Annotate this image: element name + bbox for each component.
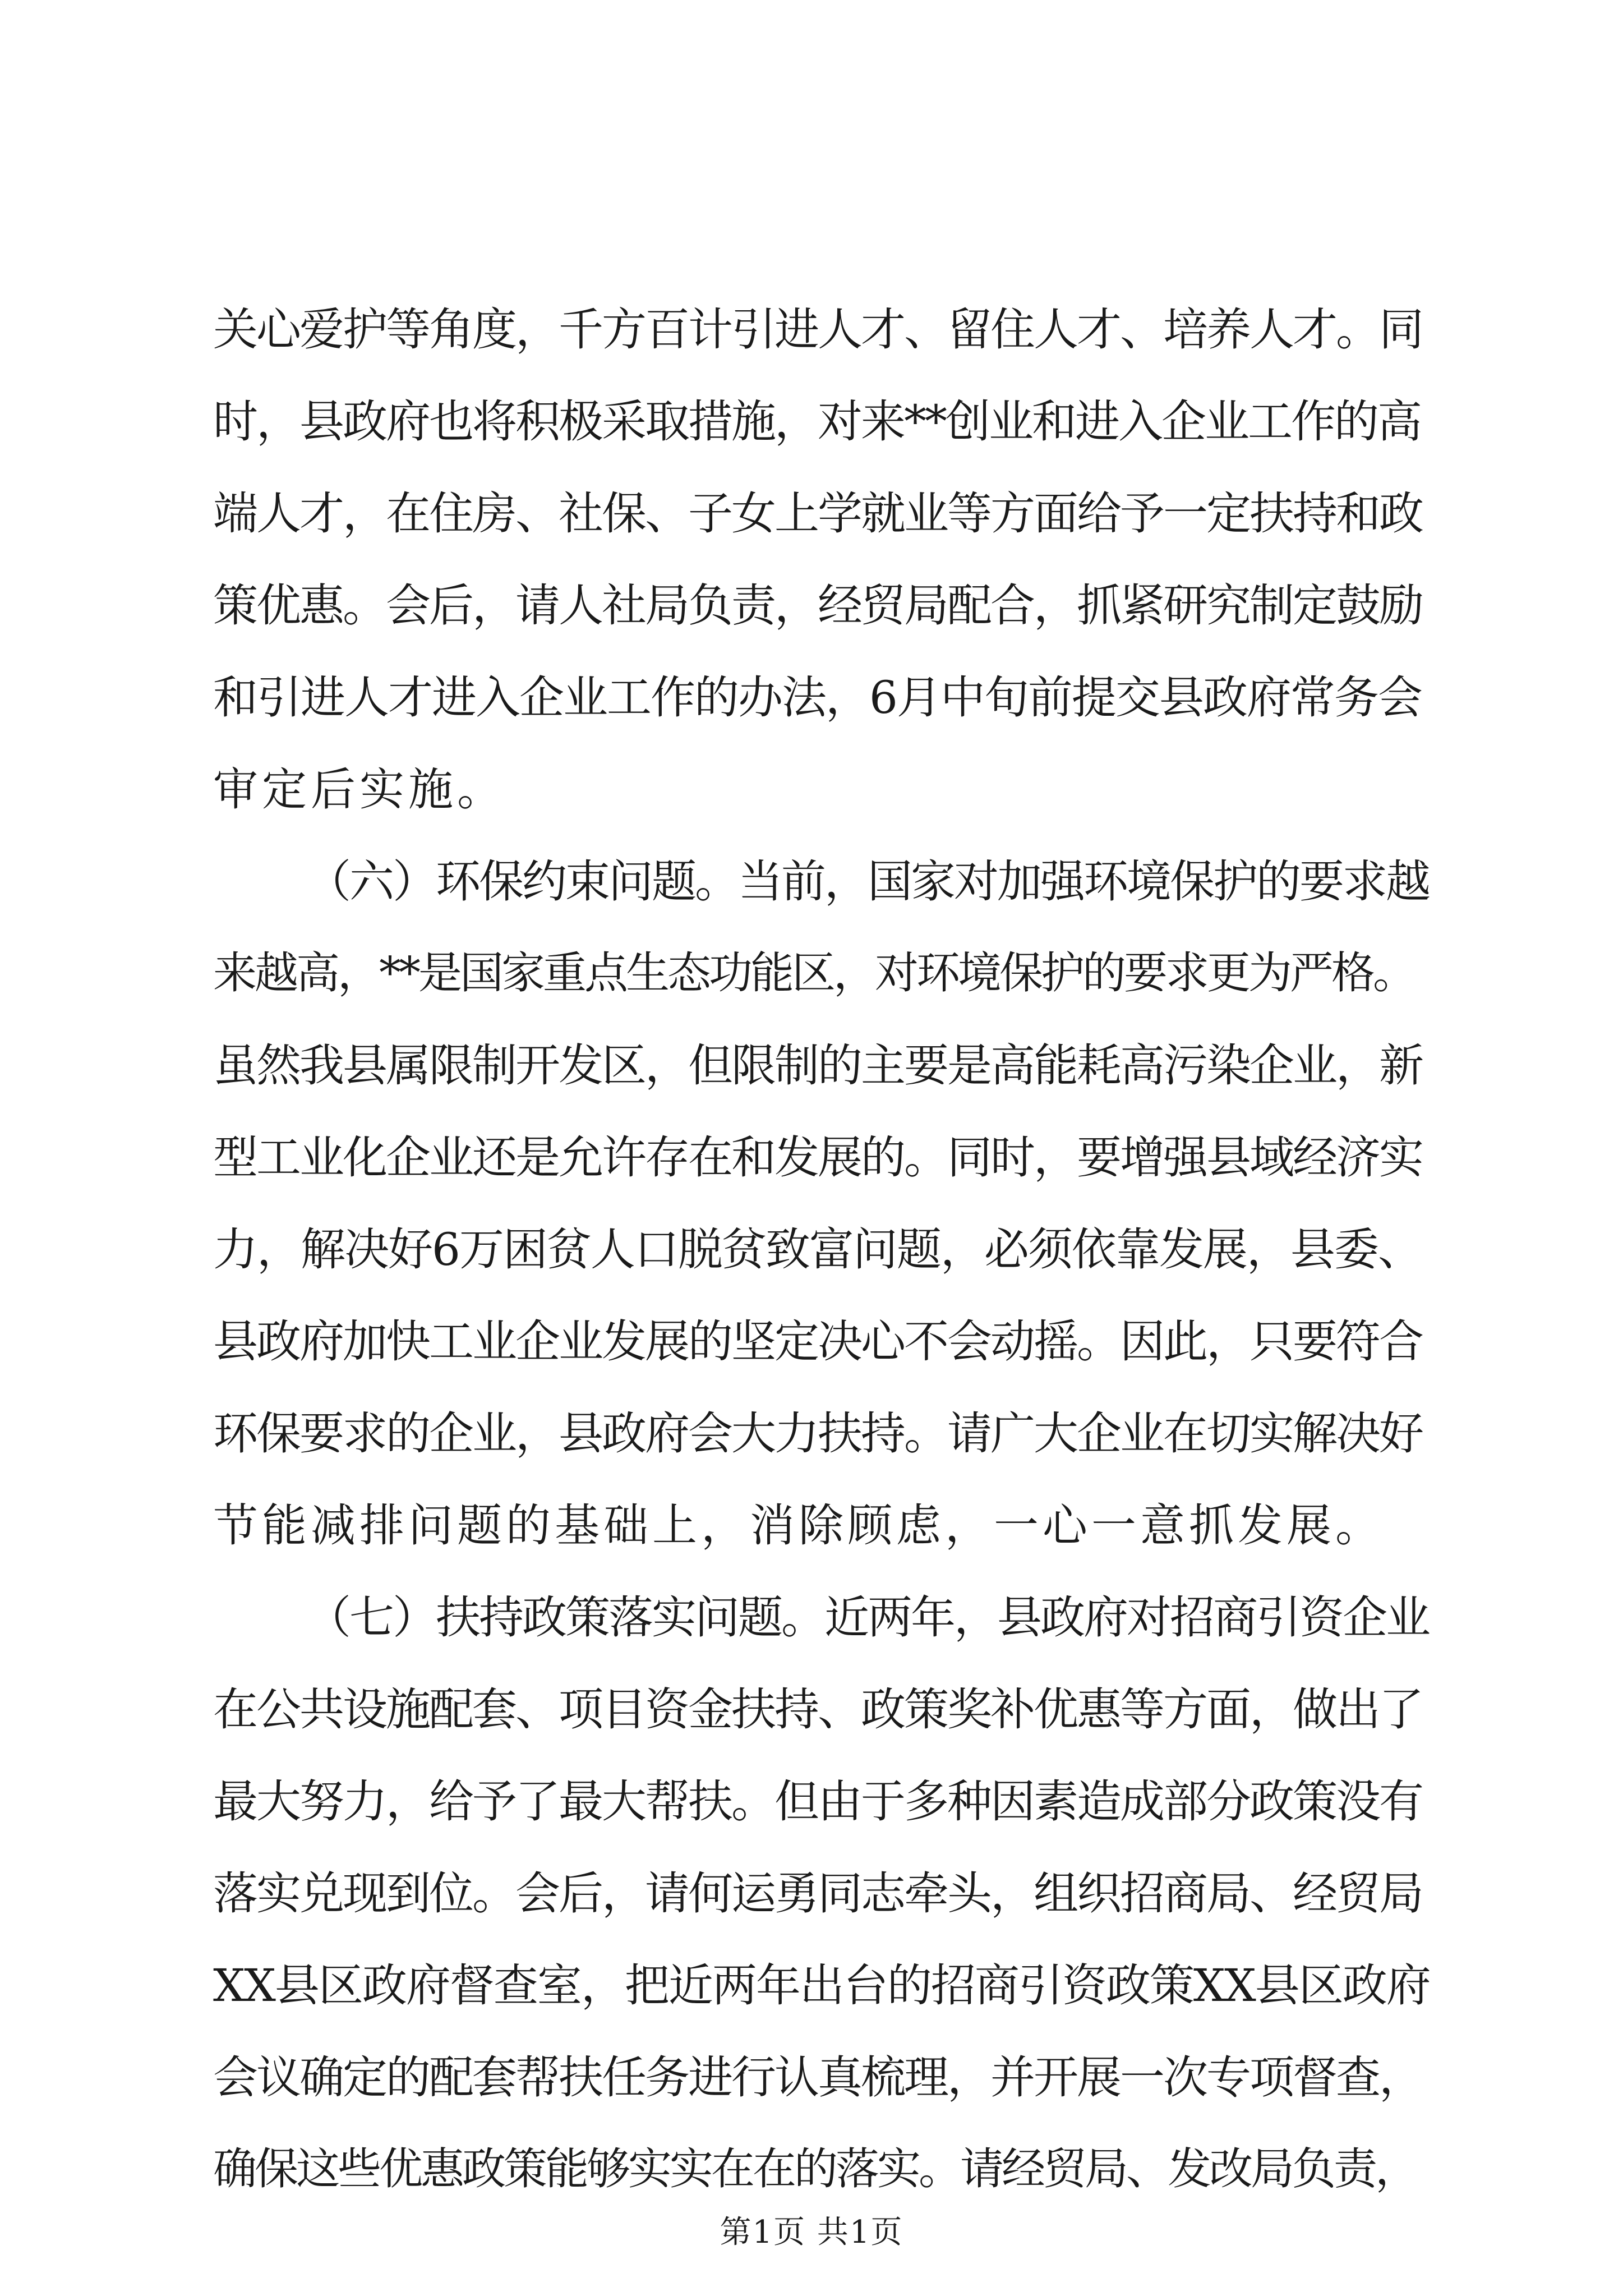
paragraph-first-line: （七）扶持政策落实问题。近两年，县政府对招商引资企业 bbox=[306, 1591, 1429, 1644]
text-line: 会议确定的配套帮扶任务进行认真梳理，并开展一次专项督查， bbox=[213, 2051, 1422, 2104]
text-line: 端人才，在住房、社保、子女上学就业等方面给予一定扶持和政 bbox=[213, 487, 1422, 540]
text-line: 关心爱护等角度，千方百计引进人才、留住人才、培养人才。同 bbox=[213, 303, 1422, 356]
text-line: 环保要求的企业，县政府会大力扶持。请广大企业在切实解决好 bbox=[213, 1407, 1422, 1460]
paragraph-first-line: （六）环保约束问题。当前，国家对加强环境保护的要求越 bbox=[306, 855, 1429, 908]
text-line: 落实兑现到位。会后，请何运勇同志牵头，组织招商局、经贸局 bbox=[213, 1867, 1422, 1920]
text-line: 节能减排问题的基础上，消除顾虑，一心一意抓发展。 bbox=[213, 1499, 1384, 1552]
page-footer: 第1页 共1页 bbox=[720, 2214, 903, 2251]
text-line: 来越高，**是国家重点生态功能区，对环境保护的要求更为严格。 bbox=[213, 948, 1415, 999]
text-line: 县政府加快工业企业发展的坚定决心不会动摇。因此，只要符合 bbox=[213, 1315, 1422, 1368]
text-line: 审定后实施。 bbox=[213, 763, 506, 816]
text-line: 型工业化企业还是允许存在和发展的。同时，要增强县域经济实 bbox=[213, 1131, 1422, 1184]
text-line: 策优惠。会后，请人社局负责，经贸局配合，抓紧研究制定鼓励 bbox=[213, 579, 1422, 632]
text-line: 时，县政府也将积极采取措施，对来**创业和进入企业工作的高 bbox=[213, 395, 1421, 448]
text-line: 在公共设施配套、项目资金扶持、政策奖补优惠等方面，做出了 bbox=[213, 1683, 1422, 1736]
text-line: XX县区政府督查室，把近两年出台的招商引资政策XX县区政府 bbox=[213, 1959, 1430, 2012]
text-line: 虽然我县属限制开发区，但限制的主要是高能耗高污染企业，新 bbox=[213, 1039, 1422, 1092]
text-line: 力，解决好6万困贫人口脱贫致富问题，必须依靠发展，县委、 bbox=[213, 1223, 1422, 1276]
text-line: 最大努力，给予了最大帮扶。但由于多种因素造成部分政策没有 bbox=[213, 1775, 1422, 1828]
text-line: 和引进人才进入企业工作的办法，6月中旬前提交县政府常务会 bbox=[213, 671, 1422, 724]
text-line: 确保这些优惠政策能够实实在在的落实。请经贸局、发改局负责， bbox=[213, 2144, 1417, 2194]
